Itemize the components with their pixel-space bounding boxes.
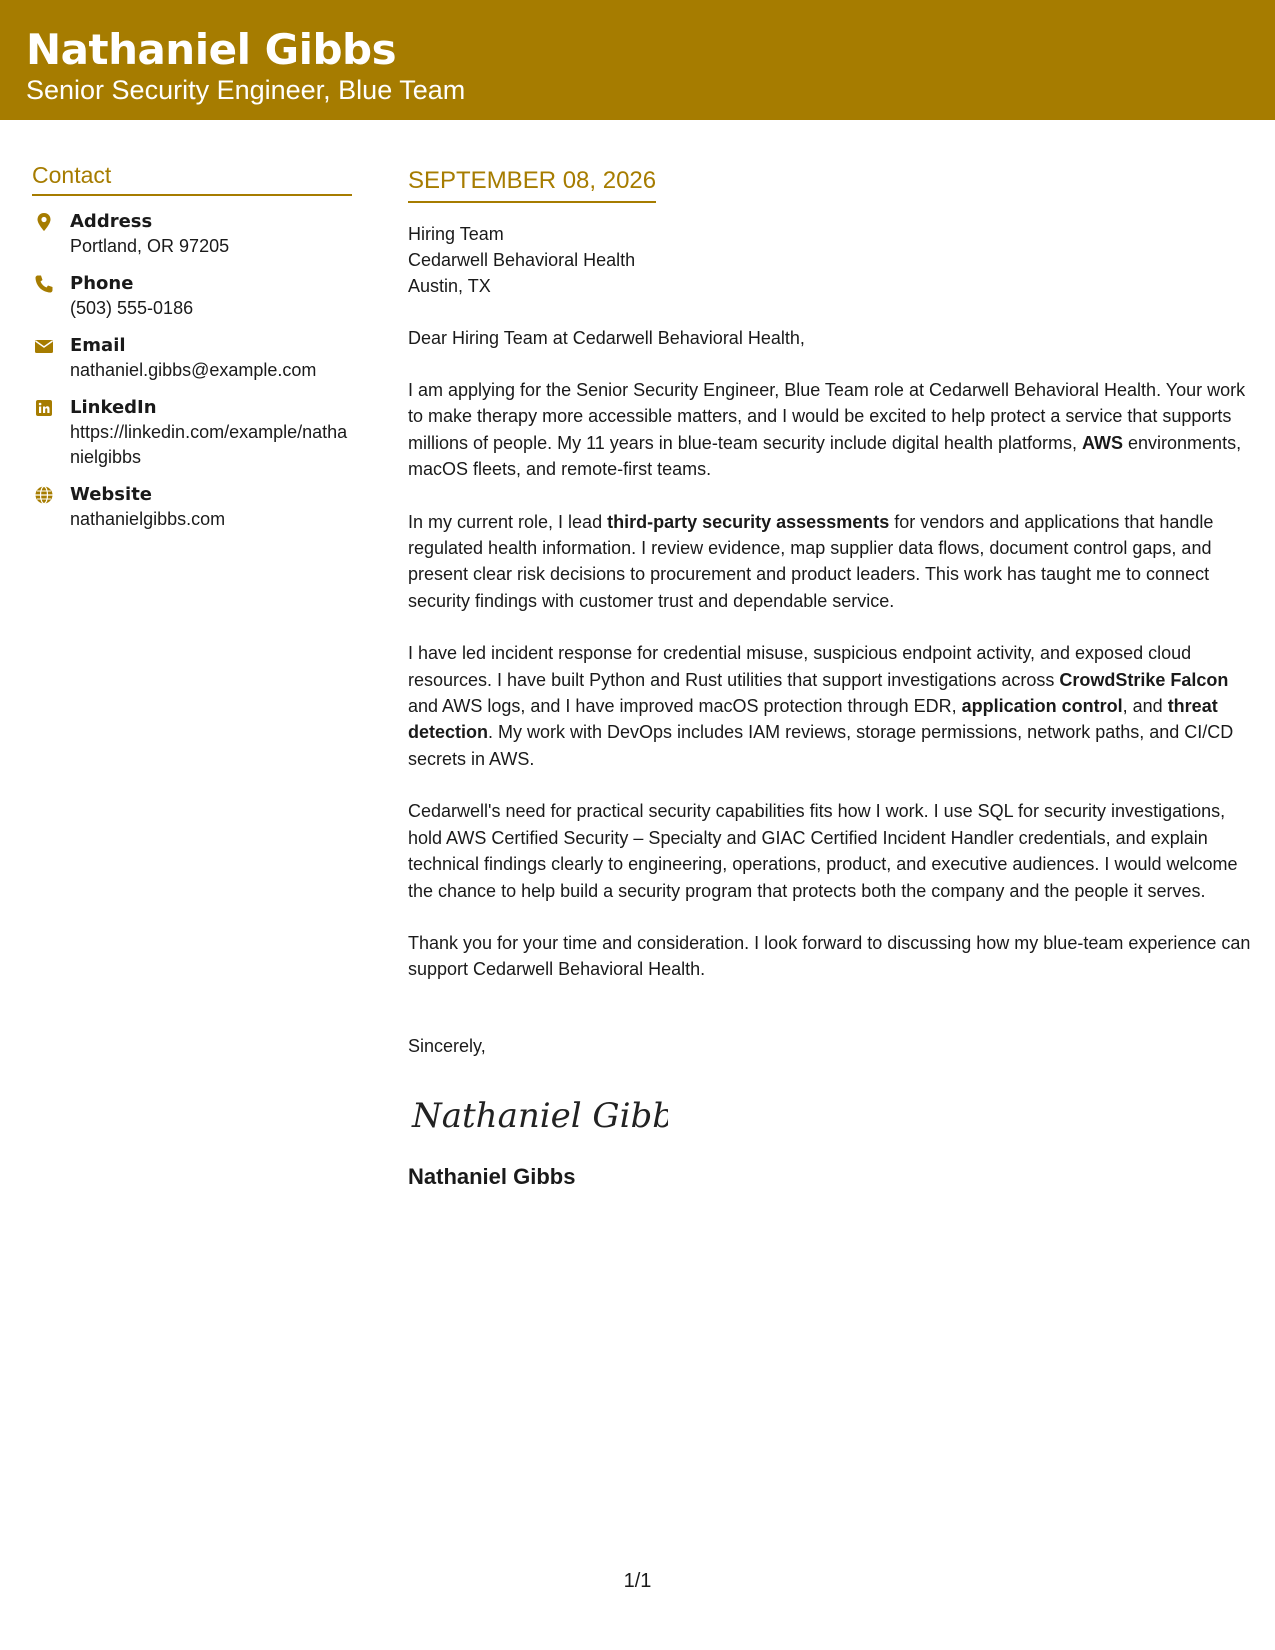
bold-text: threat detection bbox=[408, 696, 1218, 743]
signer-name: Nathaniel Gibbs bbox=[408, 1163, 576, 1189]
recipient-line: Austin, TX bbox=[408, 276, 491, 296]
contact-sidebar bbox=[32, 160, 352, 545]
letter-body bbox=[408, 165, 1253, 1191]
phone-value: (503) 555-0186 bbox=[70, 298, 194, 318]
letter-paragraphs bbox=[408, 377, 1253, 983]
contact-phone bbox=[32, 272, 352, 321]
recipient-line: Cedarwell Behavioral Health bbox=[408, 250, 636, 270]
phone-icon bbox=[34, 274, 54, 294]
website-label: Website bbox=[70, 484, 153, 505]
signature-text: Nathaniel Gibbs bbox=[412, 1095, 668, 1136]
bold-text: AWS bbox=[1082, 432, 1124, 453]
letter-date: SEPTEMBER 08, 2026 bbox=[408, 165, 656, 203]
recipient-block bbox=[408, 221, 1253, 299]
contact-heading: Contact bbox=[32, 160, 352, 196]
letter-paragraph bbox=[408, 377, 1253, 483]
globe-icon bbox=[34, 485, 54, 505]
paragraph-text: I am applying for the Senior Security Engineer, Blue Team role at Cedarwell Behavioral Health. Your work to make therapy more accessible matters, and I would be excited to help protect a service that supports millions of people. My 11 years in blue-team security include digital health platforms, bbox=[408, 380, 1246, 453]
bold-text: third-party security assessments bbox=[607, 511, 890, 532]
map-pin-icon bbox=[34, 212, 54, 232]
contact-linkedin bbox=[32, 396, 352, 470]
linkedin-value[interactable]: https://linkedin.com/example/nathanielgibbs bbox=[70, 422, 348, 467]
applicant-name: Nathaniel Gibbs bbox=[26, 25, 397, 74]
contact-address bbox=[32, 210, 352, 259]
email-label: Email bbox=[70, 335, 126, 356]
recipient-line: Hiring Team bbox=[408, 224, 504, 244]
contact-list bbox=[32, 210, 352, 532]
letter-paragraph bbox=[408, 930, 1253, 983]
website-value[interactable]: nathanielgibbs.com bbox=[70, 509, 226, 529]
envelope-icon bbox=[34, 336, 54, 356]
paragraph-text: Cedarwell's need for practical security capabilities fits how I work. I use SQL for security investigations, hold AWS Certified Security – Specialty and GIAC Certified Incident Handler credentials, and explain technical findings clearly to engineering, operations, product, and executive audiences. I would welcome the chance to help build a security program that protects both the company and the people it serves. bbox=[408, 801, 1238, 901]
job-title: Senior Security Engineer, Blue Team bbox=[26, 75, 466, 105]
header-banner bbox=[0, 0, 1275, 120]
paragraph-text: Thank you for your time and consideration. I look forward to discussing how my blue-team experience can support Cedarwell Behavioral Health. bbox=[408, 932, 1251, 980]
letter-paragraph bbox=[408, 509, 1253, 615]
page-number: 1/1 bbox=[623, 1570, 652, 1592]
phone-label: Phone bbox=[70, 273, 134, 294]
address-label: Address bbox=[70, 211, 153, 232]
paragraph-text: for vendors and applications that handle regulated health information. I review evidence, map supplier data flows, document control gaps, and present clear risk decisions to procurement and product leaders. This work has taught me to connect security findings with customer trust and dependable service. bbox=[408, 511, 1214, 611]
bold-text: application control bbox=[961, 696, 1123, 717]
closing: Sincerely, bbox=[408, 1035, 486, 1056]
linkedin-icon bbox=[34, 398, 54, 418]
email-value[interactable]: nathaniel.gibbs@example.com bbox=[70, 360, 317, 380]
linkedin-label: LinkedIn bbox=[70, 397, 157, 418]
contact-email bbox=[32, 334, 352, 383]
paragraph-text: . My work with DevOps includes IAM reviews, storage permissions, network paths, and CI/CD secrets in AWS. bbox=[408, 722, 1234, 769]
paragraph-text: environments, macOS fleets, and remote-first teams. bbox=[408, 432, 1242, 480]
bold-text: CrowdStrike Falcon bbox=[1059, 669, 1229, 690]
address-value: Portland, OR 97205 bbox=[70, 236, 230, 256]
contact-website bbox=[32, 483, 352, 532]
signature-image bbox=[408, 1079, 1253, 1149]
paragraph-text: I have led incident response for credential misuse, suspicious endpoint activity, and exposed cloud resources. I have built Python and Rust utilities that support investigations across bbox=[408, 643, 1192, 690]
salutation: Dear Hiring Team at Cedarwell Behavioral Health, bbox=[408, 328, 805, 348]
paragraph-text: , and bbox=[1122, 696, 1168, 717]
letter-paragraph bbox=[408, 640, 1253, 772]
letter-paragraph bbox=[408, 798, 1253, 904]
paragraph-text: In my current role, I lead bbox=[408, 511, 608, 532]
paragraph-text: and AWS logs, and I have improved macOS protection through EDR, bbox=[408, 696, 962, 717]
